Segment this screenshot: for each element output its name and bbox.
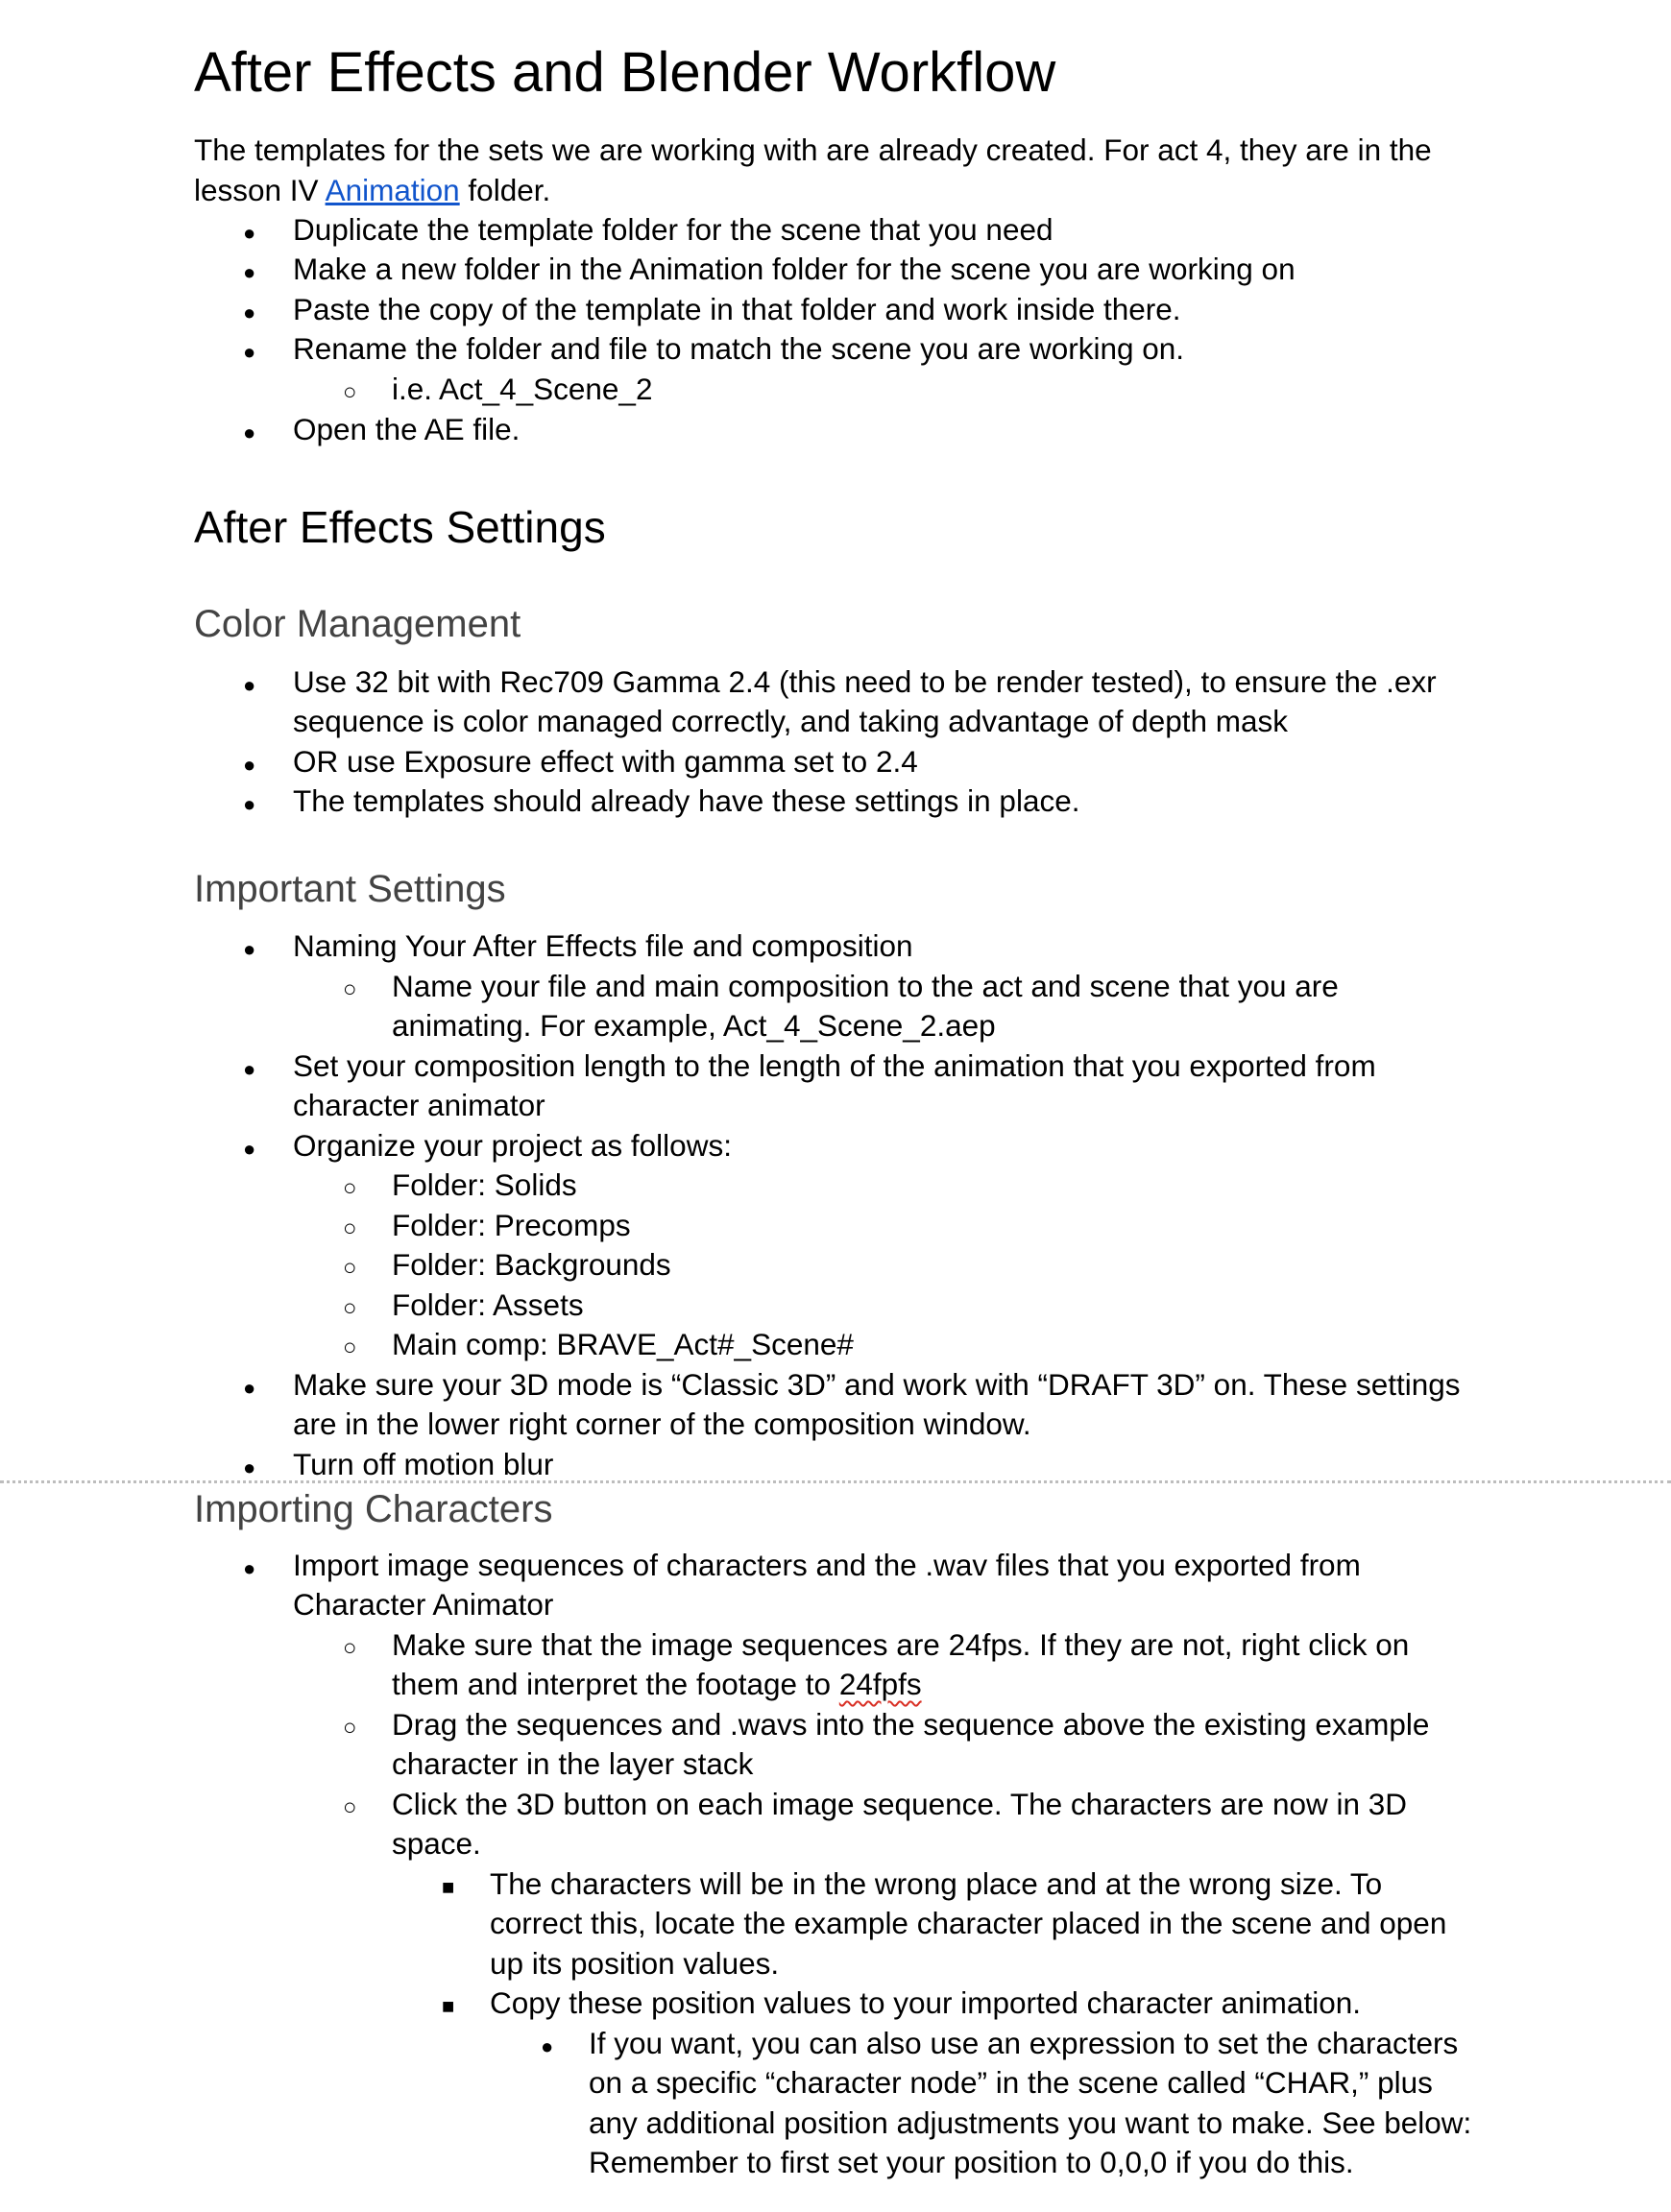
list-item-continuation: correct this, locate the example character placed in the scene and open	[490, 1906, 1447, 1940]
importing-characters-heading: Importing Characters	[194, 1488, 553, 1530]
circle-bullet-icon	[343, 1625, 357, 1669]
list-item: Make sure your 3D mode is “Classic 3D” and work with “DRAFT 3D” on. These settings	[293, 1367, 1461, 1402]
list-item: Make sure that the image sequences are 24fps. If they are not, right click on	[392, 1627, 1410, 1662]
important-settings-heading: Important Settings	[194, 868, 506, 910]
ae-settings-heading: After Effects Settings	[194, 502, 606, 552]
bullet-icon	[243, 210, 255, 253]
list-item-continuation: space.	[392, 1826, 481, 1861]
intro-text: The templates for the sets we are working with are already created. For act 4, they are in the lesson IV	[194, 132, 1432, 207]
document-title: After Effects and Blender Workflow	[194, 41, 1056, 104]
list-item: Drag the sequences and .wavs into the sequence above the existing example	[392, 1707, 1430, 1742]
circle-bullet-icon	[343, 1325, 357, 1368]
list-item: Folder: Precomps	[392, 1208, 631, 1242]
list-item: Folder: Backgrounds	[392, 1247, 671, 1282]
list-item: Duplicate the template folder for the scene that you need	[293, 212, 1053, 247]
list-item: Rename the folder and file to match the scene you are working on.	[293, 331, 1185, 366]
list-item: Paste the copy of the template in that folder and work inside there.	[293, 292, 1181, 326]
list-item-continuation: character in the layer stack	[392, 1746, 754, 1781]
interpret-text: them and interpret the footage to	[392, 1667, 839, 1701]
bullet-icon	[243, 1126, 255, 1169]
list-item-continuation: Remember to first set your position to 0,0,0 if you do this.	[589, 2145, 1354, 2179]
bullet-icon	[243, 410, 255, 453]
circle-bullet-icon	[343, 1166, 357, 1209]
list-item: OR use Exposure effect with gamma set to 2.4	[293, 744, 918, 779]
circle-bullet-icon	[343, 1206, 357, 1249]
list-item: Main comp: BRAVE_Act#_Scene#	[392, 1327, 854, 1361]
list-item: Make a new folder in the Animation folder for the scene you are working on	[293, 252, 1296, 286]
list-item-continuation: up its position values.	[490, 1946, 780, 1981]
bullet-icon	[243, 781, 255, 825]
list-item: Turn off motion blur	[293, 1447, 554, 1481]
circle-bullet-icon	[343, 370, 357, 413]
bullet-icon	[243, 1365, 255, 1408]
list-item-continuation: animating. For example, Act_4_Scene_2.aep	[392, 1008, 996, 1043]
list-item-continuation: are in the lower right corner of the composition window.	[293, 1407, 1031, 1441]
list-item-continuation: sequence is color managed correctly, and taking advantage of depth mask	[293, 704, 1289, 738]
circle-bullet-icon	[343, 1785, 357, 1828]
list-item-continuation: Character Animator	[293, 1587, 554, 1622]
list-item: The templates should already have these settings in place.	[293, 783, 1080, 818]
list-item: Naming Your After Effects file and composition	[293, 928, 913, 963]
intro-text-end: folder.	[459, 172, 551, 207]
color-management-heading: Color Management	[194, 603, 521, 645]
list-item-continuation: any additional position adjustments you want to make. See below:	[589, 2105, 1472, 2140]
list-item: If you want, you can also use an expression to set the characters	[589, 2026, 1459, 2060]
bullet-icon	[243, 290, 255, 333]
list-item: Organize your project as follows:	[293, 1128, 732, 1163]
list-item: Folder: Assets	[392, 1287, 584, 1322]
bullet-icon	[243, 742, 255, 785]
square-bullet-icon	[442, 1864, 454, 1908]
intro-paragraph	[194, 131, 1481, 210]
bullet-icon	[243, 926, 255, 970]
list-item: Copy these position values to your imported character animation.	[490, 1985, 1361, 2020]
list-item-continuation: on a specific “character node” in the scene called “CHAR,” plus	[589, 2065, 1433, 2100]
list-item: Open the AE file.	[293, 412, 521, 446]
list-item: Set your composition length to the length of the animation that you exported from	[293, 1048, 1376, 1083]
bullet-icon	[243, 1046, 255, 1090]
circle-bullet-icon	[343, 967, 357, 1010]
list-item: Import image sequences of characters and the .wav files that you exported from	[293, 1548, 1361, 1582]
circle-bullet-icon	[343, 1705, 357, 1748]
list-item: i.e. Act_4_Scene_2	[392, 372, 653, 406]
bullet-icon	[243, 250, 255, 293]
list-item: Name your file and main composition to the act and scene that you are	[392, 969, 1339, 1003]
list-item-continuation	[392, 1665, 922, 1705]
list-item: Folder: Solids	[392, 1167, 577, 1202]
square-bullet-icon	[442, 1984, 454, 2027]
misspelled-word[interactable]: 24fpfs	[838, 1667, 922, 1701]
bullet-icon	[541, 2024, 553, 2067]
bullet-icon	[243, 1546, 255, 1589]
list-item: Click the 3D button on each image sequence. The characters are now in 3D	[392, 1787, 1408, 1821]
bullet-icon	[243, 329, 255, 373]
bullet-icon	[243, 662, 255, 706]
list-item: The characters will be in the wrong place and at the wrong size. To	[490, 1866, 1383, 1901]
list-item-continuation: character animator	[293, 1088, 545, 1122]
circle-bullet-icon	[343, 1286, 357, 1329]
animation-folder-link[interactable]: Animation	[325, 172, 460, 207]
list-item: Use 32 bit with Rec709 Gamma 2.4 (this need to be render tested), to ensure the .exr	[293, 664, 1437, 699]
circle-bullet-icon	[343, 1245, 357, 1288]
